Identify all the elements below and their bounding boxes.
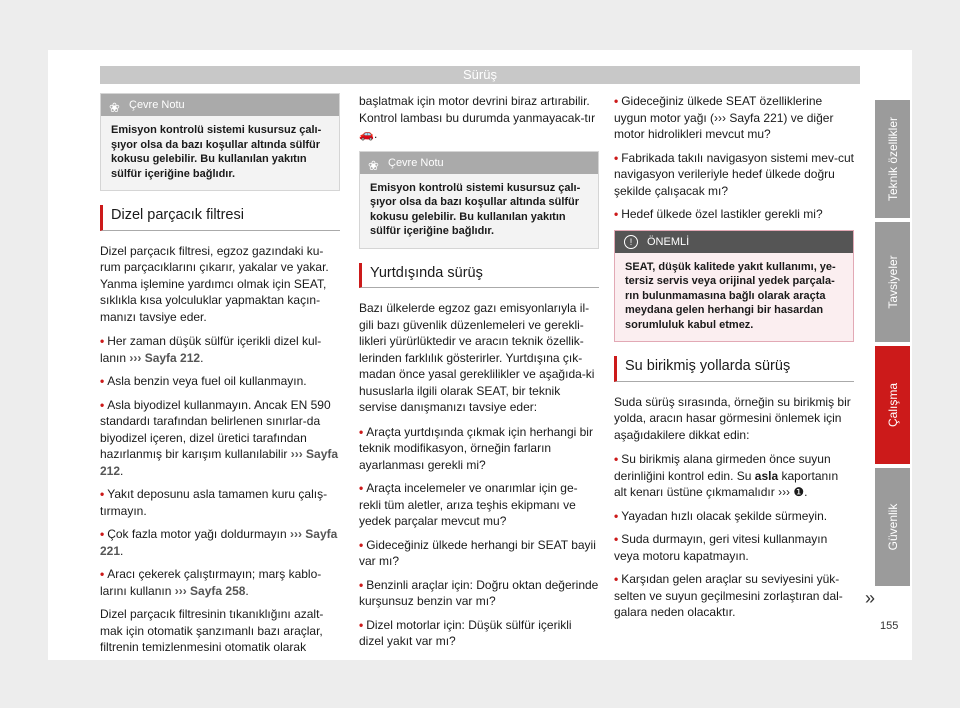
list-item: • Suda durmayın, geri vitesi kullanmayın veya motoru kapatmayın. bbox=[614, 532, 828, 563]
leaf-icon: ❀ bbox=[109, 100, 120, 115]
continue-mark: » bbox=[865, 588, 876, 608]
environment-note bbox=[100, 93, 340, 191]
environment-note bbox=[359, 151, 599, 249]
important-note bbox=[614, 230, 854, 343]
section-heading: Dizel parçacık filtresi bbox=[100, 205, 340, 231]
tab-guvenlik[interactable]: Güvenlik bbox=[875, 468, 910, 586]
section-heading: Su birikmiş yollarda sürüş bbox=[614, 356, 854, 382]
paragraph: Bazı ülkelerde egzoz gazı emisyonlarıyla il-gili bazı güvenlik düzenlemeleri ve gerekli-likleri yürürlüktedir ve aracın teknik özellik-lerinden farklılık gösterirler. Yurtdışına çık-madan önce yasal gereklilikler ve aşağıda-ki hususlarla ilgili olarak SEAT, bir teknik servise danışmanızı tavsiye eder: bbox=[359, 301, 595, 414]
list-item: • Aracı çekerek çalıştırmayın; marş kablo-larını kullanın ››› Sayfa 258. bbox=[100, 567, 322, 598]
column-1 bbox=[100, 93, 340, 664]
page-link[interactable]: ››› Sayfa 212 bbox=[129, 350, 201, 365]
column-3 bbox=[614, 93, 854, 628]
tab-calisma[interactable]: Çalışma bbox=[875, 346, 910, 464]
page-number: 155 bbox=[880, 620, 899, 632]
info-icon: ! bbox=[624, 235, 638, 249]
list-item: • Asla benzin veya fuel oil kullanmayın. bbox=[100, 374, 307, 388]
list-item: • Hedef ülkede özel lastikler gerekli mi? bbox=[614, 207, 823, 221]
page-link[interactable]: ››› Sayfa 212 bbox=[100, 447, 339, 478]
list-item: • Araçta yurtdışında çıkmak için herhangi bir teknik modifikasyon, örneğin farların ayarlanması gerekli mi? bbox=[359, 424, 593, 472]
paragraph: Dizel parçacık filtresi, egzoz gazındaki ku-rum parçacıklarını çıkarır, yakalar ve yakar. Yanma işlemine yardımcı olmak için SEAT, sıklıkla kısa yolculuklar yapmaktan kaçın-manızı tavsiye eder. bbox=[100, 243, 329, 324]
list-item: • Dizel motorlar için: Düşük sülfür içerikli dizel yakıt var mı? bbox=[359, 617, 572, 648]
warning-body: SEAT, düşük kalitede yakıt kullanımı, ye-tersiz servis veya orijinal yedek parçala-rın bulunmamasına bağlı olarak araçta meydana gelen herhangi bir hasardan sorumluluk kabul etmez. bbox=[625, 260, 836, 331]
note-body: Emisyon kontrolü sistemi kusursuz çalı-şıyor olsa da bazı koşullar altında sülfür kokusu gelebilir. Bu kullanılan yakıtın sülfür içeriğine bağlıdır. bbox=[370, 181, 581, 237]
note-body: Emisyon kontrolü sistemi kusursuz çalı-şıyor olsa da bazı koşullar altında sülfür kokusu gelebilir. Bu kullanılan yakıtın sülfür içeriğine bağlıdır. bbox=[111, 124, 322, 180]
note-title: Çevre Notu bbox=[388, 156, 444, 169]
section-heading: Yurtdışında sürüş bbox=[359, 263, 599, 289]
list-item: • Karşıdan gelen araçlar su seviyesini yük-selten ve suyun geçilmesini zorlaştıran dal-galara neden olacaktır. bbox=[614, 572, 843, 619]
list-item: • Asla biyodizel kullanmayın. Ancak EN 590 standardı tarafından belirlenen sınırlar-da biyodizel içeren, dizel üretici tarafından hazırlanmış bir karışım kullanılabilir ››› Sayfa 212. bbox=[100, 397, 339, 478]
paragraph: Suda sürüş sırasında, örneğin su birikmiş bir yolda, aracın hasar görmesini önlemek için aşağıdakilere dikkat edin: bbox=[614, 394, 851, 442]
list-item: • Fabrikada takılı navigasyon sistemi mev-cut navigasyon verileriyle hedef ülkede doğru şekilde çalışacak mı? bbox=[614, 150, 854, 198]
list-item: • Su birikmiş alana girmeden önce suyun derinliğini kontrol edin. Su asla kaportanın alt kenarı üstüne çıkmamalıdır ››› ❶. bbox=[614, 452, 839, 499]
chapter-header: Sürüş bbox=[100, 66, 860, 84]
car-icon: 🚗 bbox=[359, 127, 374, 141]
list-item: • Gideceğiniz ülkede herhangi bir SEAT bayii var mı? bbox=[359, 537, 596, 568]
page-link[interactable]: ››› Sayfa 221 bbox=[100, 527, 338, 558]
tab-tavsiyeler[interactable]: Tavsiyeler bbox=[875, 222, 910, 342]
list-item: • Gideceğiniz ülkede SEAT özelliklerine uygun motor yağı (››› Sayfa 221) ve diğer motor hidrolikleri mevcut mu? bbox=[614, 94, 834, 141]
note-title: Çevre Notu bbox=[129, 99, 185, 111]
list-item: • Çok fazla motor yağı doldurmayın ››› Sayfa 221. bbox=[100, 527, 338, 558]
paragraph: Dizel parçacık filtresinin tıkanıklığını azalt-mak için otomatik şanzımanlı bazı araçlar, filtrenin temizlenmesini otomatik olarak bbox=[100, 607, 324, 654]
warning-title: ÖNEMLİ bbox=[647, 235, 690, 248]
paragraph: başlatmak için motor devrini biraz artırabilir. Kontrol lambası bu durumda yanmayacak-tır 🚗. bbox=[359, 94, 596, 141]
column-2 bbox=[359, 93, 599, 657]
tab-teknik-ozellikler[interactable]: Teknik özellikler bbox=[875, 100, 910, 218]
list-item: • Yakıt deposunu asla tamamen kuru çalış-tırmayın. bbox=[100, 487, 328, 518]
list-item: • Araçta incelemeler ve onarımlar için ge-rekli tüm aletler, arıza teşhis ekipmanı ve yedek parçalar mevcut mu? bbox=[359, 481, 578, 528]
list-item: • Her zaman düşük sülfür içerikli dizel kul-lanın ››› Sayfa 212. bbox=[100, 334, 322, 365]
page-link[interactable]: ››› Sayfa 258 bbox=[174, 583, 246, 598]
list-item: • Yayadan hızlı olacak şekilde sürmeyin. bbox=[614, 508, 828, 523]
list-item: • Benzinli araçlar için: Doğru oktan değerinde kurşunsuz benzin var mı? bbox=[359, 577, 599, 608]
leaf-icon: ❀ bbox=[368, 157, 379, 173]
